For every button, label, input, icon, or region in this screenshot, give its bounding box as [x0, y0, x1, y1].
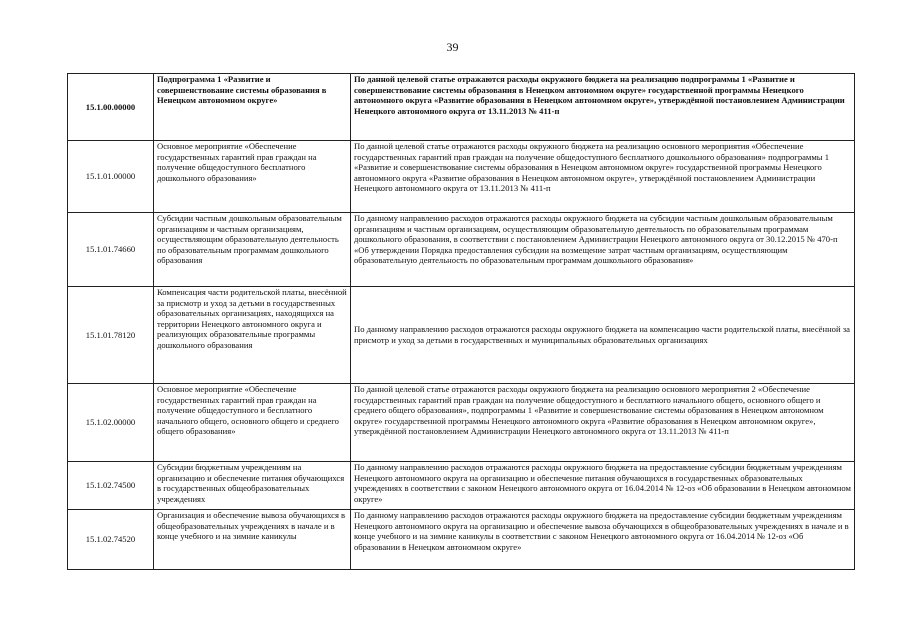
target-name: Подпрограмма 1 «Развитие и совершенствование системы образования в Ненецком автономном округе»	[154, 74, 351, 141]
table-row	[68, 462, 855, 510]
target-code: 15.1.01.00000	[68, 141, 154, 213]
budget-classification-table	[67, 73, 855, 570]
target-name: Основное мероприятие «Обеспечение государственных гарантий прав граждан на получение общедоступного бесплатного дошкольного образования»	[154, 141, 351, 213]
table-row	[68, 74, 855, 141]
target-code: 15.1.01.74660	[68, 213, 154, 287]
target-description: По данному направлению расходов отражаются расходы окружного бюджета на предоставление субсидии бюджетным учреждениям Ненецкого автономного округа на организацию и обеспечение вывоза обучающихся в общеобразовательных учреждениях в начале и в конце учебного и на зимние каникулы в соответствии с законом Ненецкого автономного округа от 16.04.2014 № 12-оз «Об образовании в Ненецком автономном округе»	[351, 510, 855, 570]
table-row	[68, 510, 855, 570]
target-code: 15.1.02.00000	[68, 384, 154, 462]
target-description: По данной целевой статье отражаются расходы окружного бюджета на реализацию подпрограммы 1 «Развитие и совершенствование системы образования в Ненецком автономном округе» государственной программы Ненецкого автономного округа «Развитие образования в Ненецком автономном округе», утверждённой постановлением Администрации Ненецкого автономного округа от 13.11.2013 № 411-п	[351, 74, 855, 141]
target-code: 15.1.00.00000	[68, 74, 154, 141]
target-code: 15.1.01.78120	[68, 287, 154, 384]
target-code: 15.1.02.74520	[68, 510, 154, 570]
table-row	[68, 213, 855, 287]
target-description: По данной целевой статье отражаются расходы окружного бюджета на реализацию основного мероприятия «Обеспечение государственных гарантий прав граждан на получение общедоступного бесплатного дошкольного образования» подпрограммы 1 «Развитие и совершенствование системы образования в Ненецком автономном округе» государственной программы Ненецкого автономного округа «Развитие образования в Ненецком автономном округе», утверждённой постановлением Администрации Ненецкого автономного округа от 13.11.2013 № 411-п	[351, 141, 855, 213]
table-row	[68, 287, 855, 384]
target-code: 15.1.02.74500	[68, 462, 154, 510]
target-name: Организация и обеспечение вывоза обучающихся в общеобразовательных учреждениях в начале и в конце учебного и на зимние каникулы	[154, 510, 351, 570]
target-name: Субсидии бюджетным учреждениям на организацию и обеспечение питания обучающихся в государственных общеобразовательных учреждениях	[154, 462, 351, 510]
target-name: Компенсация части родительской платы, внесённой за присмотр и уход за детьми в государственных образовательных организациях, находящихся на территории Ненецкого автономного округа и реализующих образовательные программы дошкольного образования	[154, 287, 351, 384]
target-description: По данному направлению расходов отражаются расходы окружного бюджета на субсидии частным дошкольным образовательным организациям и частным организациям, осуществляющим образовательную деятельность по образовательным программам дошкольного образования, в соответствии с постановлением Администрации Ненецкого автономного округа от 30.12.2015 № 470-п «Об утверждении Порядка предоставления субсидии на возмещение затрат частным организациям, осуществляющим образовательную деятельность по образовательным программам дошкольного образования»	[351, 213, 855, 287]
table-row	[68, 384, 855, 462]
target-name: Основное мероприятие «Обеспечение государственных гарантий прав граждан на получение общедоступного и бесплатного начального общего, основного общего и среднего общего образования»	[154, 384, 351, 462]
table-row	[68, 141, 855, 213]
target-description: По данному направлению расходов отражаются расходы окружного бюджета на компенсацию части родительской платы, внесённой за присмотр и уход за детьми в государственных и муниципальных образовательных организациях	[351, 287, 855, 384]
target-description: По данной целевой статье отражаются расходы окружного бюджета на реализацию основного мероприятия 2 «Обеспечение государственных гарантий прав граждан на получение общедоступного и бесплатного начального общего, основного общего и среднего общего образования», подпрограммы 1 «Развитие и совершенствование системы образования в Ненецком автономном округе» государственной программы Ненецкого автономного округа «Развитие образования в Ненецком автономном округе», утверждённой постановлением Администрации Ненецкого автономного округа от 13.11.2013 № 411-п	[351, 384, 855, 462]
target-name: Субсидии частным дошкольным образовательным организациям и частным организациям, осуществляющим образовательную деятельность по образовательным программам дошкольного образования	[154, 213, 351, 287]
page-number: 39	[446, 40, 459, 54]
target-description: По данному направлению расходов отражаются расходы окружного бюджета на предоставление субсидии бюджетным учреждениям Ненецкого автономного округа на организацию и обеспечение питания обучающихся в государственных образовательных учреждениях в соответствии с законом Ненецкого автономного округа от 16.04.2014 № 12-оз «Об образовании в Ненецком автономном округе»	[351, 462, 855, 510]
